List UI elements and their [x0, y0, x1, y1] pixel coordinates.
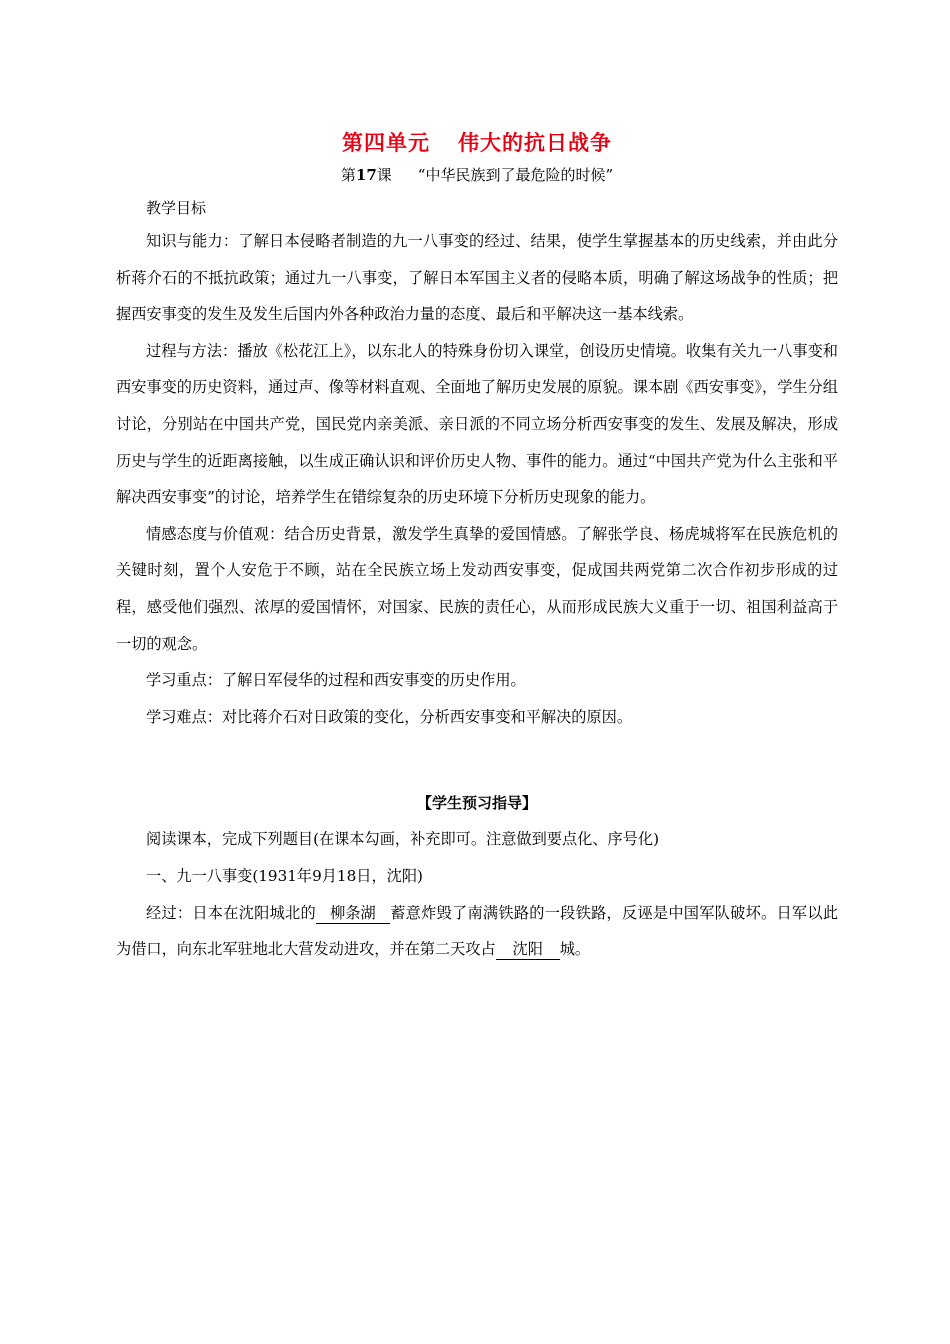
unit-label: 第四单元 [342, 130, 430, 155]
knowledge-paragraph: 知识与能力：了解日本侵略者制造的九一八事变的经过、结果，使学生掌握基本的历史线索，并由此分析蒋介石的不抵抗政策；通过九一八事变，了解日本军国主义者的侵略本质，明确了解这场战争的性质；把握西安事变的发生及发生后国内外各种政治力量的态度、最后和平解决这一基本线索。 [116, 232, 838, 324]
unit-title [116, 128, 838, 158]
lesson-name: “中华民族到了最危险的时候” [417, 166, 614, 184]
unit-name: 伟大的抗日战争 [458, 130, 612, 155]
fill-blank-shenyang: 沈阳 [496, 939, 560, 960]
document-page [116, 120, 838, 968]
process-text-3: 城。 [559, 940, 591, 959]
emotion-paragraph: 情感态度与价值观：结合历史背景，激发学生真挚的爱国情感。了解张学良、杨虎城将军在民族危机的关键时刻，置个人安危于不顾，站在全民族立场上发动西安事变，促成国共两党第二次合作初步形成的过程，感受他们强烈、浓厚的爱国情怀，对国家、民族的责任心，从而形成民族大义重于一切、祖国利益高于一切的观念。 [116, 524, 838, 653]
section-heading-918: 一、九一八事变(1931年9月18日，沈阳) [146, 866, 423, 885]
difficulty-paragraph: 学习难点：对比蒋介石对日政策的变化，分析西安事变和平解决的原因。 [146, 707, 632, 726]
fill-blank-liutiaohu: 柳条湖 [316, 903, 390, 924]
process-text-1: 经过：日本在沈阳城北的 [146, 903, 316, 922]
lesson-title [116, 164, 838, 186]
process-fill-paragraph [116, 895, 838, 968]
lesson-suffix: 课 [376, 166, 392, 184]
key-point-paragraph: 学习重点：了解日军侵华的过程和西安事变的历史作用。 [146, 671, 526, 690]
objectives-label: 教学目标 [146, 199, 207, 217]
guide-header: 【学生预习指导】 [416, 794, 537, 813]
guide-instruction: 阅读课本，完成下列题目(在课本勾画，补充即可。注意做到要点化、序号化) [146, 830, 660, 849]
lesson-number: 17 [355, 166, 377, 184]
process-text-2: 蓄意炸毁了南满铁路的一段铁路，反诬是中国军队破坏。日军以此为借口，向东北军驻地北大营发动进攻，并在第二天攻占 [116, 903, 839, 959]
lesson-prefix: 第 [340, 166, 356, 184]
process-paragraph: 过程与方法：播放《松花江上》，以东北人的特殊身份切入课堂，创设历史情境。收集有关九一八事变和西安事变的历史资料，通过声、像等材料直观、全面地了解历史发展的原貌。课本剧《西安事变》，学生分组讨论，分别站在中国共产党，国民党内亲美派、亲日派的不同立场分析西安事变的发生、发展及解决，形成历史与学生的近距离接触，以生成正确认识和评价历史人物、事件的能力。通过“中国共产党为什么主张和平解决西安事变”的讨论，培养学生在错综复杂的历史环境下分析历史现象的能力。 [116, 341, 838, 507]
